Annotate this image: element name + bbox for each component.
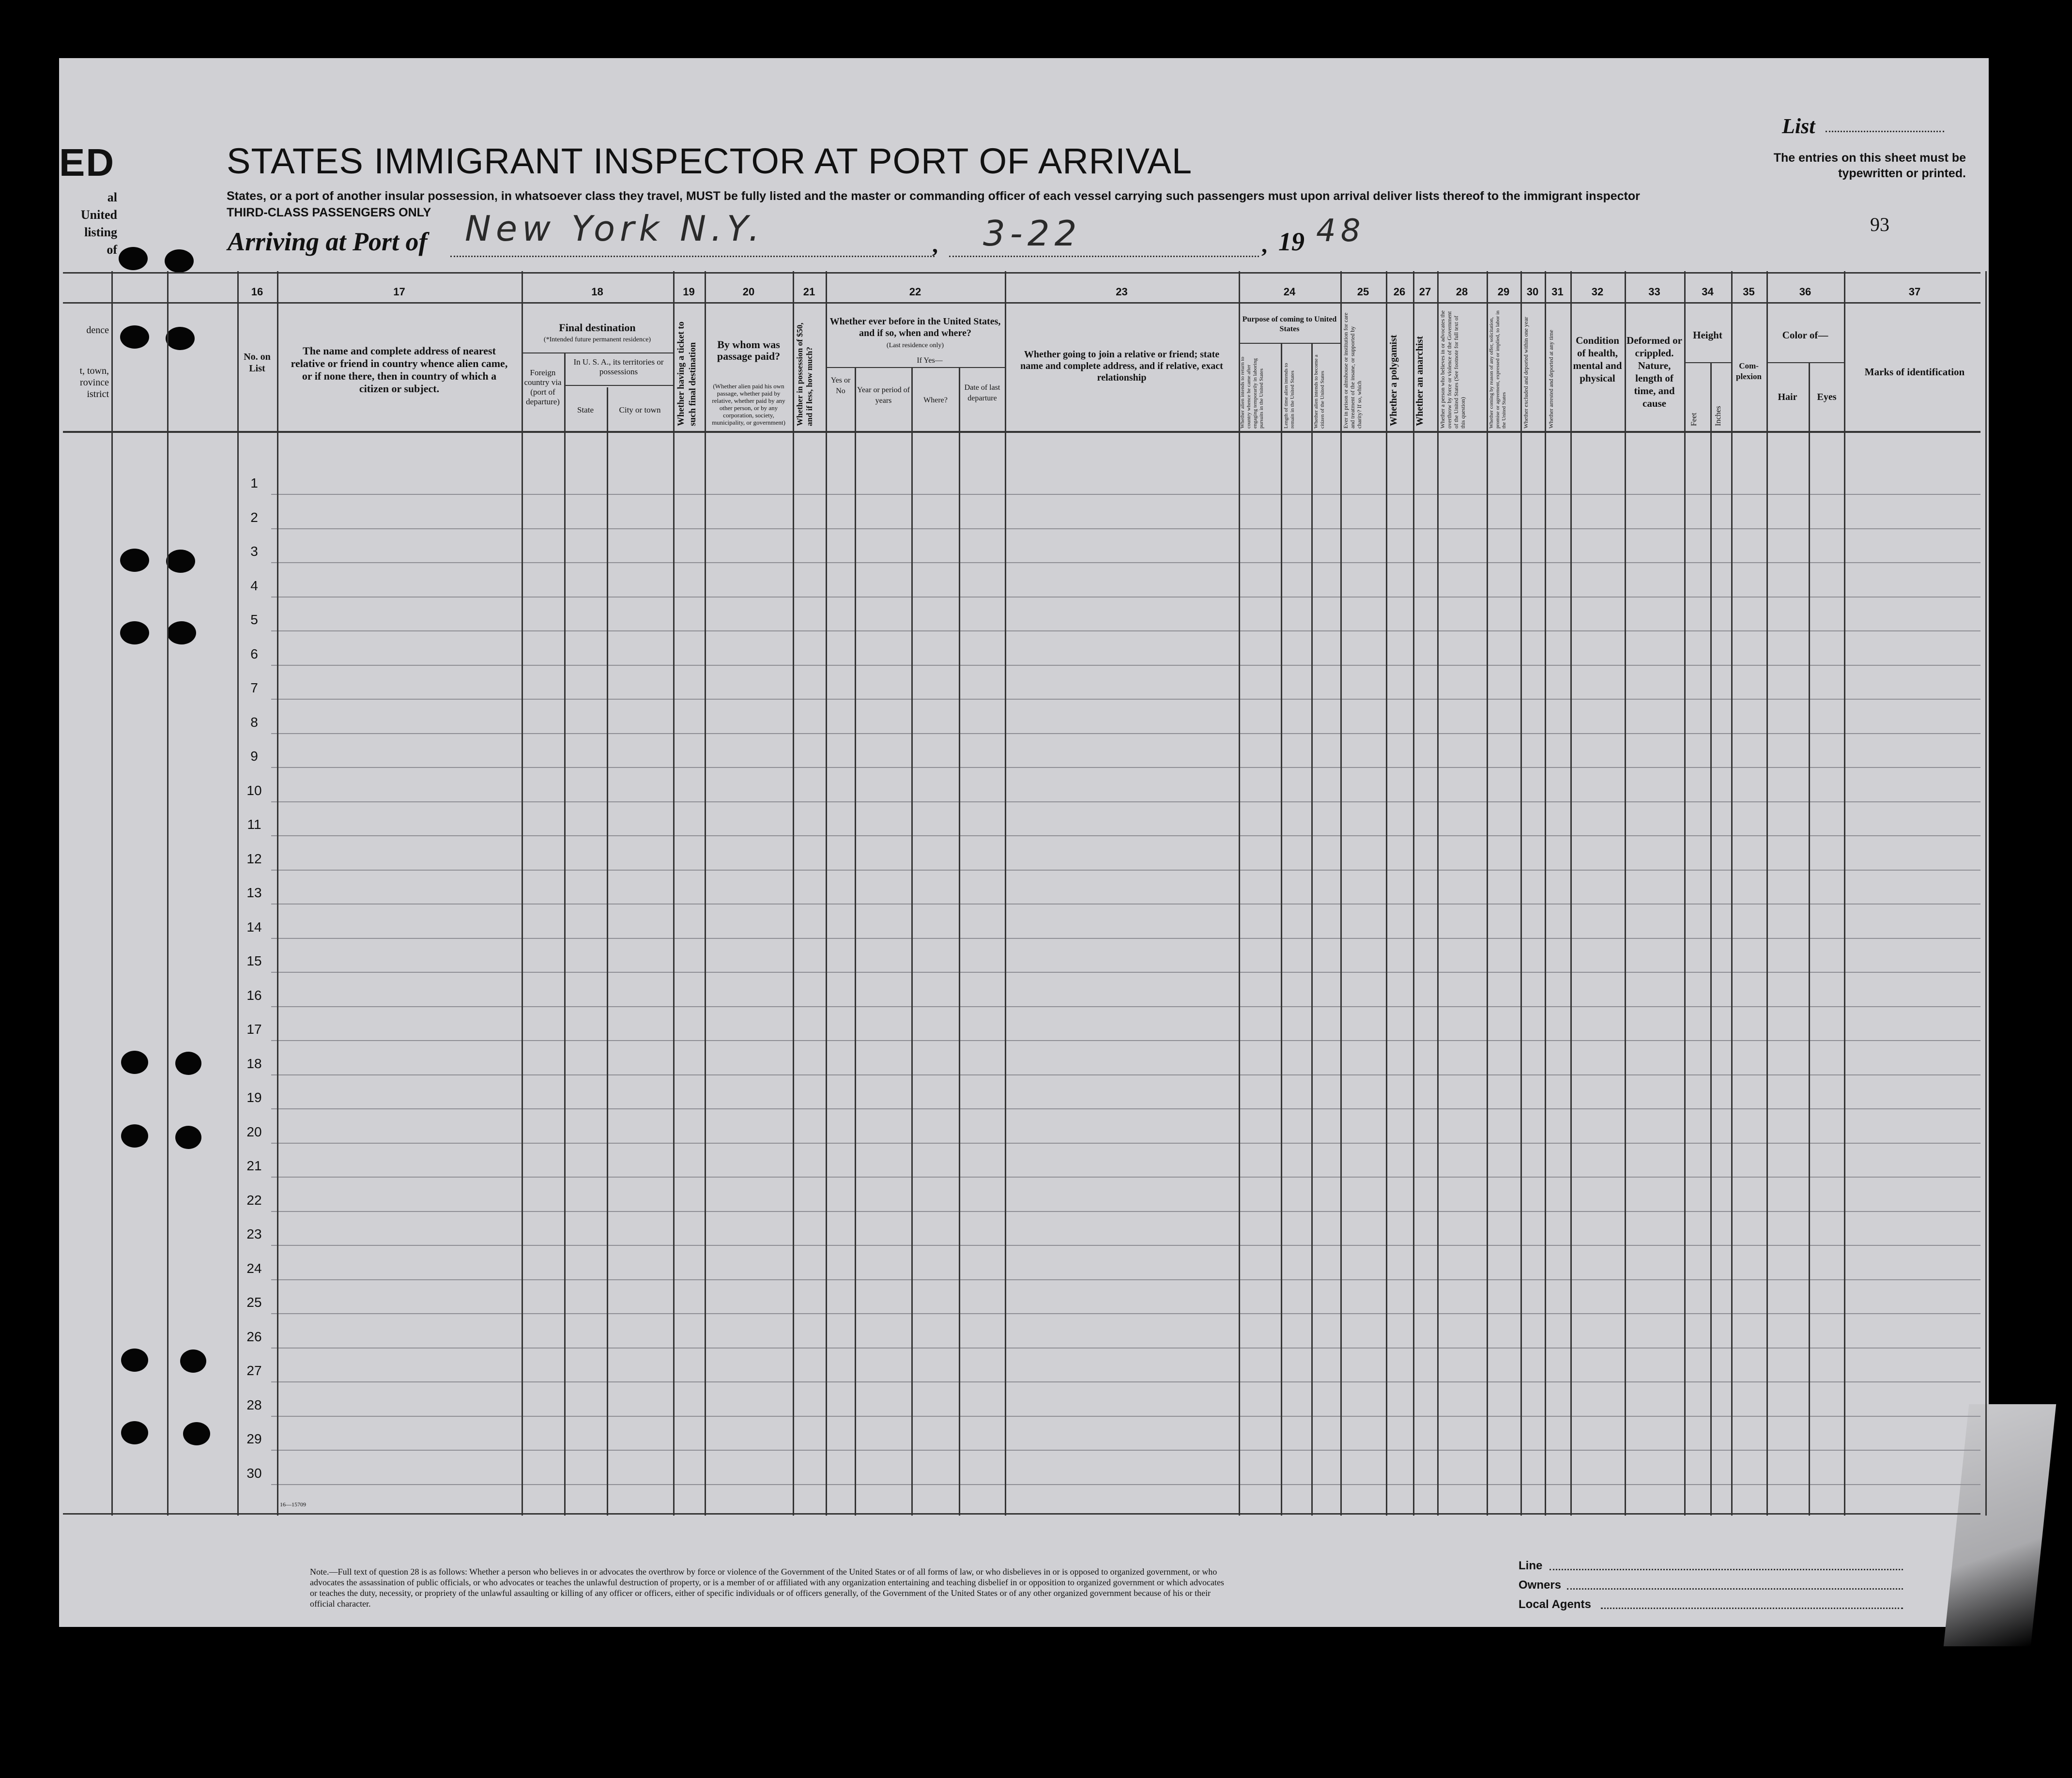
port-line	[450, 256, 935, 257]
row-rule	[271, 972, 1980, 973]
column-number: 23	[1116, 286, 1128, 298]
header-purpose-return: Whether alien intends to return to country whence he came after engaging temporarily in laboring pursuits in the United States	[1240, 356, 1264, 429]
row-number: 27	[246, 1363, 262, 1378]
header-final-destination: Final destination	[559, 322, 636, 334]
column-number: 36	[1799, 286, 1811, 298]
header-marks: Marks of identification	[1864, 366, 1965, 378]
row-rule	[271, 1348, 1980, 1349]
punch-hole	[121, 1124, 148, 1148]
page-subtitle	[227, 188, 1679, 221]
grid-column-line	[1487, 271, 1488, 1516]
grid-column-line	[1520, 271, 1522, 1516]
header-state: State	[577, 405, 594, 414]
punch-hole	[121, 1051, 148, 1074]
row-rule	[271, 1211, 1980, 1212]
row-number: 3	[250, 544, 258, 559]
row-number: 22	[246, 1192, 262, 1208]
grid-column-line	[705, 271, 706, 1516]
masthead-left-sub	[73, 189, 117, 259]
row-number: 18	[246, 1056, 262, 1071]
row-rule	[271, 528, 1980, 529]
row-rule	[271, 1006, 1980, 1007]
header-prison: Ever in prison or almshouse or institution for care and treatment of the insane, or supported by charity? If so, which	[1342, 312, 1363, 429]
row-rule	[271, 597, 1980, 598]
header-eyes: Eyes	[1817, 392, 1837, 402]
row-number: 28	[246, 1397, 262, 1412]
grid-column-line	[855, 368, 856, 1516]
header-if-yes: If Yes—	[917, 356, 943, 365]
grid-column-line	[111, 271, 113, 1516]
column-number: 34	[1702, 286, 1714, 298]
grid-column-line	[1844, 271, 1845, 1516]
row-rule	[271, 494, 1980, 495]
row-rule	[271, 1040, 1980, 1041]
row-number: 17	[246, 1022, 262, 1037]
row-number: 19	[246, 1090, 262, 1105]
header-bottom-line	[63, 431, 1980, 433]
punch-hole	[183, 1422, 210, 1445]
subheader-line	[826, 367, 1005, 368]
grid-column-line	[793, 271, 794, 1516]
subheader-line	[564, 385, 673, 386]
row-rule	[271, 938, 1980, 939]
row-rule	[271, 1177, 1980, 1178]
footnote-q28: Note.—Full text of question 28 is as follows: Whether a person who believes in or advocates the overthrow by force or violence of the Government of the United States or of all forms of law, or who disbelieves in or is opposed to organized government, or who advocates the assassination of public officials, or who advocates or teaches the unlawful destruction of property, or is a member of or affiliated with any organization entertaining and teaching disbelief in or opposition to organized government or which advocates or teaches the duty, necessity, or propriety of the unlawful assaulting or killing of any officer or officers, either of specific individuals or of officers generally, of the Government of the United States or of any other organized government because of his or their official character.	[310, 1567, 1224, 1609]
footer-owners-label: Owners	[1519, 1579, 1562, 1592]
header-fifty-dollars: Whether in possession of $50, and if less, how much?	[795, 322, 814, 426]
column-number: 20	[742, 286, 755, 298]
row-rule	[271, 699, 1980, 700]
row-number: 10	[246, 782, 262, 798]
date-line	[949, 256, 1259, 257]
column-number: 21	[803, 286, 815, 298]
grid-column-line	[1413, 271, 1414, 1516]
header-nearest-relative: The name and complete address of nearest relative or friend in country whence alien came, or if none there, then in country of which a citizen or subject.	[291, 345, 508, 395]
grid-column-line	[959, 368, 960, 1516]
row-rule	[271, 733, 1980, 734]
row-number: 7	[250, 680, 258, 695]
grid-column-line	[673, 271, 675, 1516]
footer-agents-label: Local Agents	[1519, 1598, 1591, 1611]
footer-line-blank	[1550, 1569, 1903, 1570]
row-rule	[271, 1108, 1980, 1109]
grid-bottom-line	[63, 1513, 1980, 1515]
header-passage-paid: By whom was passage paid?	[717, 338, 781, 362]
punch-hole	[180, 1349, 206, 1373]
grid-column-line	[1545, 271, 1546, 1516]
column-number: 32	[1591, 286, 1604, 298]
grid-column-line	[1731, 271, 1733, 1516]
grid-column-line	[1625, 271, 1626, 1516]
header-ticket: Whether having a ticket to such final destination	[676, 321, 698, 426]
grid-column-line	[1684, 271, 1686, 1516]
header-health: Condition of health, mental and physical	[1573, 335, 1622, 384]
grid-column-line	[1239, 271, 1240, 1516]
row-number: 26	[246, 1329, 262, 1344]
punch-hole	[121, 1349, 148, 1372]
punch-hole	[120, 549, 149, 572]
left-fragment-header	[61, 324, 109, 400]
header-in-usa: In U. S. A., its territories or possessions	[573, 357, 664, 376]
header-inches: Inches	[1714, 406, 1722, 426]
row-number: 24	[246, 1260, 262, 1276]
row-number: 30	[246, 1465, 262, 1481]
punch-hole	[165, 249, 194, 273]
form-number: 16—15709	[280, 1501, 306, 1508]
header-feet: Feet	[1690, 413, 1698, 426]
footer-line-label: Line	[1519, 1559, 1543, 1572]
column-number: 28	[1456, 286, 1468, 298]
row-rule	[271, 665, 1980, 666]
header-purpose-length: Length of time alien intends to remain in the United States	[1283, 363, 1295, 429]
header-city: City or town	[619, 405, 661, 414]
subheader-line	[1684, 362, 1731, 363]
subheader-line	[1239, 343, 1340, 344]
row-rule	[271, 1074, 1980, 1075]
grid-column-line	[1281, 344, 1282, 1516]
punch-hole	[166, 327, 195, 350]
list-line	[1826, 131, 1944, 132]
punch-hole	[167, 621, 196, 644]
grid-column-line	[167, 271, 169, 1516]
subheader-line	[1766, 362, 1844, 363]
punch-hole	[120, 621, 149, 644]
masthead-left-sub-line: al United	[80, 190, 117, 222]
row-number: 25	[246, 1295, 262, 1310]
grid-column-line	[1985, 271, 1987, 1516]
port-handwritten: New York N.Y.	[465, 208, 765, 249]
punch-hole	[121, 1421, 148, 1444]
colnum-line	[63, 302, 1980, 304]
grid-column-line	[1570, 271, 1572, 1516]
fragment-line: t, town,	[79, 366, 109, 376]
footer-owners-blank	[1567, 1588, 1903, 1590]
grid-column-line	[1311, 344, 1313, 1516]
row-number: 4	[250, 578, 258, 593]
year-printed: 19	[1278, 227, 1305, 256]
grid-column-line	[522, 271, 523, 1516]
column-number: 33	[1648, 286, 1660, 298]
row-rule	[271, 801, 1980, 802]
row-number: 23	[246, 1226, 262, 1242]
row-number: 14	[246, 919, 262, 935]
header-anarchist: Whether an anarchist	[1414, 336, 1425, 426]
column-number: 37	[1908, 286, 1921, 298]
grid-column-line	[1710, 363, 1712, 1516]
column-number: 18	[591, 286, 603, 298]
column-number: 17	[393, 286, 405, 298]
header-no-on-list: No. on List	[244, 352, 271, 374]
column-number: 26	[1393, 286, 1406, 298]
punch-hole	[175, 1126, 201, 1149]
header-polygamist: Whether a polygamist	[1388, 335, 1399, 426]
header-ever-before: Whether ever before in the United States, and if so, when and where?	[829, 316, 1001, 338]
header-color-of: Color of—	[1782, 329, 1828, 341]
grid-column-line	[1005, 271, 1006, 1516]
header-hair: Hair	[1778, 392, 1797, 402]
row-rule	[271, 562, 1980, 563]
column-number: 19	[683, 286, 695, 298]
grid-column-line	[911, 368, 913, 1516]
punch-hole	[175, 1052, 201, 1075]
header-overthrow: Whether a person who believes in or advocates the overthrow by force or violence of the Government of the United States (See footnote for full text of this question)	[1439, 310, 1466, 429]
grid-column-line	[607, 387, 608, 1516]
list-label: List	[1782, 114, 1815, 138]
row-rule	[271, 1245, 1980, 1246]
header-date-last-departure: Date of last departure	[964, 383, 1000, 402]
row-number: 16	[246, 987, 262, 1003]
header-ever-before-note: (Last residence only)	[886, 342, 944, 349]
year-handwritten: 48	[1316, 213, 1366, 249]
grid-column-line	[1437, 271, 1439, 1516]
fragment-line: rovince	[80, 377, 109, 388]
row-rule	[271, 1143, 1980, 1144]
header-passage-paid-note: (Whether alien paid his own passage, whether paid by relative, whether paid by any other person, or by any corporation, society, municipality, or government)	[712, 383, 785, 426]
column-number: 24	[1283, 286, 1296, 298]
masthead-left-fragment: ED	[59, 141, 115, 184]
comma-separator: ,	[932, 232, 938, 258]
masthead-left-sub-line: listing of	[84, 225, 117, 257]
header-purpose-citizen: Whether alien intends to become a citizen of the United States	[1313, 354, 1325, 429]
row-number: 9	[250, 749, 258, 764]
row-rule	[271, 870, 1980, 871]
punch-hole	[119, 247, 148, 270]
header-height: Height	[1693, 329, 1722, 341]
subtitle-line: States, or a port of another insular possession, in whatsoever class they travel, MUST be fully listed and the master or commanding officer of each vessel carrying such passengers must upon arrival deliver lists thereof to the immigrant inspector	[227, 189, 1640, 203]
row-number: 21	[246, 1158, 262, 1173]
column-number: 30	[1526, 286, 1539, 298]
row-number: 20	[246, 1124, 262, 1139]
row-number: 11	[247, 817, 261, 832]
fragment-line: istrict	[87, 389, 109, 399]
row-rule	[271, 835, 1980, 836]
header-yes-or-no: Yes or No	[830, 376, 851, 395]
column-number: 35	[1743, 286, 1755, 298]
column-number: 31	[1551, 286, 1564, 298]
header-offer-labor: Whether coming by reason of any offer, solicitation, promise or agreement, expressed or implied, to labor in the United States	[1489, 310, 1507, 429]
header-arrested: Whether arrested and deported at any time	[1548, 330, 1554, 429]
page-number: 93	[1870, 214, 1889, 235]
row-number: 1	[250, 475, 258, 490]
punch-hole	[166, 550, 195, 573]
column-number: 22	[909, 286, 921, 298]
grid-column-line	[1766, 271, 1768, 1516]
header-final-destination-note: (*Intended future permanent residence)	[543, 336, 651, 343]
row-number: 8	[250, 714, 258, 730]
fragment-line: dence	[86, 325, 109, 336]
row-number: 29	[246, 1431, 262, 1446]
header-complexion: Com-plexion	[1736, 361, 1762, 381]
row-rule	[271, 1279, 1980, 1280]
column-number: 16	[251, 286, 263, 298]
row-number: 2	[250, 509, 258, 525]
row-rule	[271, 1313, 1980, 1314]
date-handwritten: 3-22	[983, 213, 1082, 254]
header-excluded: Whether excluded and deported within one year	[1522, 317, 1529, 429]
row-number: 15	[246, 953, 262, 968]
header-purpose: Purpose of coming to United States	[1242, 315, 1337, 333]
subtitle-class: THIRD-CLASS PASSENGERS ONLY	[227, 206, 431, 219]
row-number: 12	[246, 851, 262, 866]
arriving-label: Arriving at Port of	[228, 227, 428, 256]
row-rule	[271, 630, 1980, 631]
column-number: 25	[1357, 286, 1369, 298]
row-number: 5	[250, 612, 258, 627]
row-rule	[271, 1416, 1980, 1417]
footer-agents-blank	[1601, 1608, 1903, 1609]
grid-column-line	[277, 271, 278, 1516]
header-year-period: Year or period of years	[857, 386, 910, 405]
row-rule	[271, 1450, 1980, 1451]
header-join-relative: Whether going to join a relative or friend; state name and complete address, and if relative, exact relationship	[1020, 349, 1223, 383]
grid-column-line	[1340, 271, 1342, 1516]
column-number: 29	[1497, 286, 1510, 298]
row-rule	[271, 1381, 1980, 1382]
comma-separator: ,	[1261, 232, 1267, 258]
header-foreign-country: Foreign country via (port of departure)	[524, 368, 562, 406]
grid-column-line	[564, 353, 566, 1516]
row-rule	[271, 1484, 1980, 1485]
arriving-row	[228, 227, 428, 257]
row-number: 6	[250, 646, 258, 661]
list-note: The entries on this sheet must be typewritten or printed.	[1773, 151, 1966, 180]
page-title: STATES IMMIGRANT INSPECTOR AT PORT OF ARRIVAL	[227, 141, 1193, 181]
row-rule	[271, 767, 1980, 768]
grid-column-line	[1386, 271, 1387, 1516]
header-deformed: Deformed or crippled. Nature, length of time, and cause	[1627, 335, 1682, 409]
header-where: Where?	[923, 396, 948, 404]
grid-column-line	[1809, 363, 1810, 1516]
grid-column-line	[826, 271, 827, 1516]
column-number: 27	[1419, 286, 1431, 298]
grid-top-line	[63, 272, 1980, 274]
row-number: 13	[246, 885, 262, 900]
punch-hole	[120, 325, 149, 349]
